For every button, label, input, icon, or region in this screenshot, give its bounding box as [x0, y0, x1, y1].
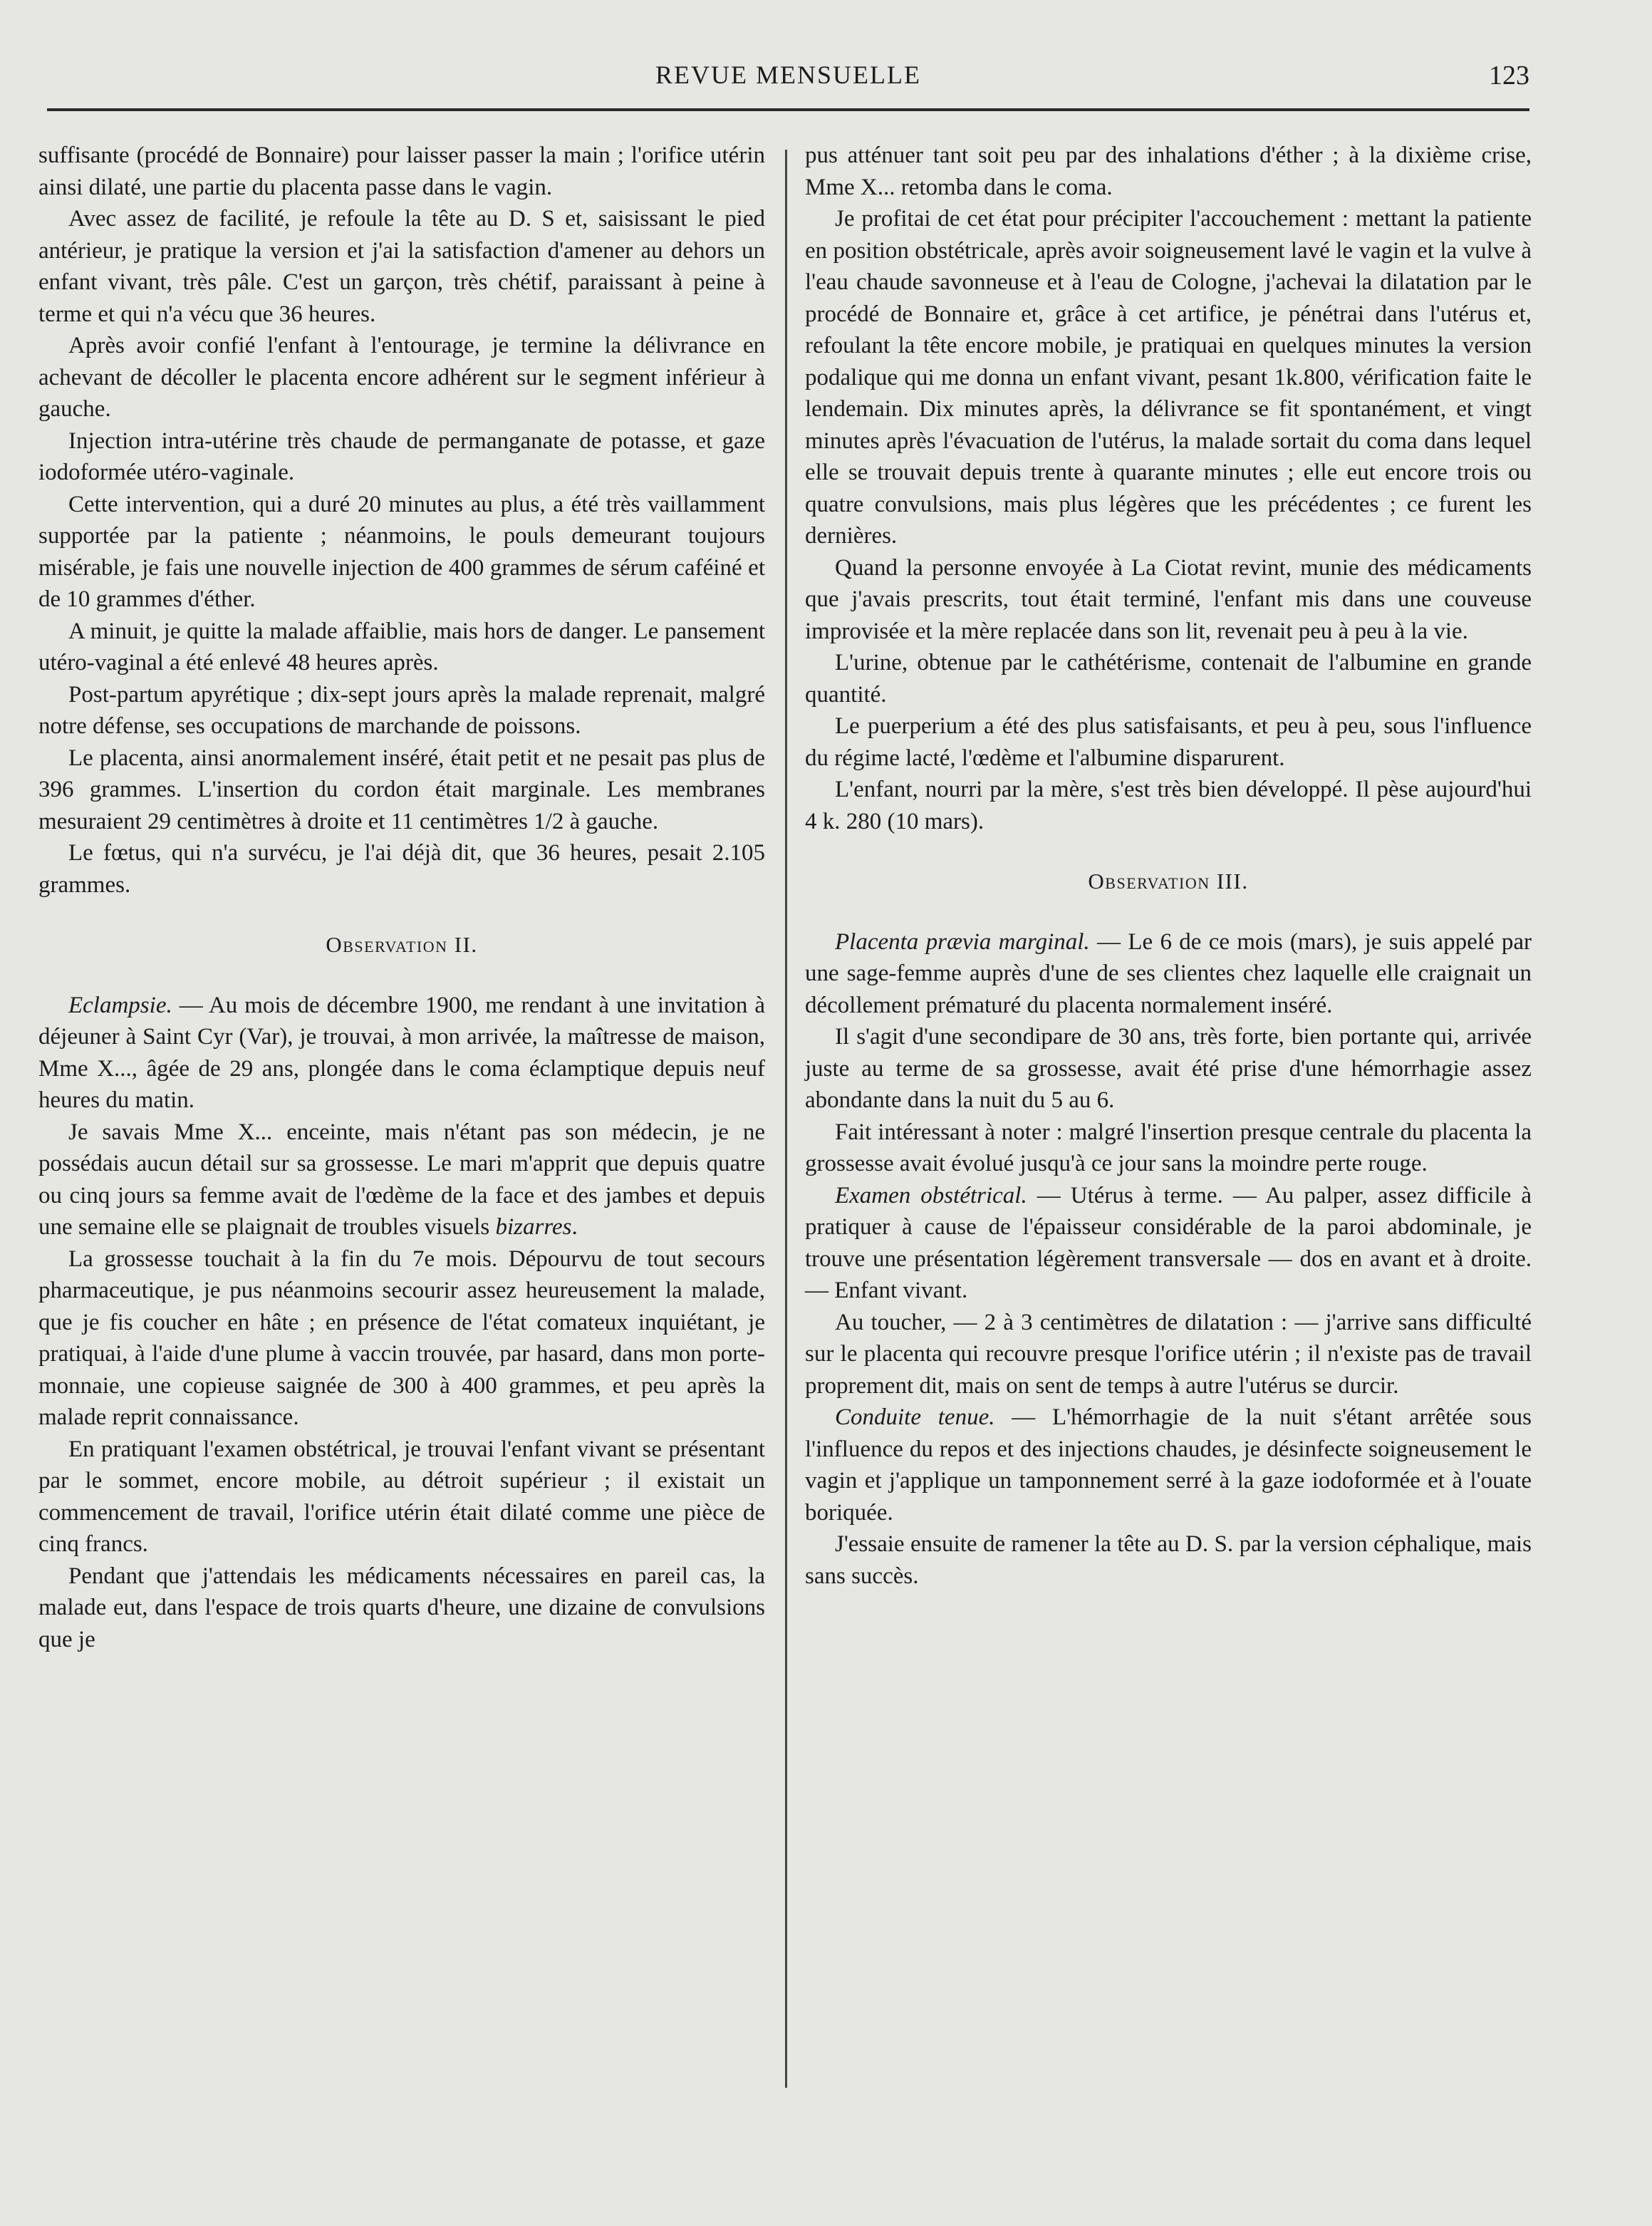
- paragraph: Il s'agit d'une secondipare de 30 ans, très forte, bien portante qui, arrivée juste au terme de sa grossesse, avait été prise d'une hémorrhagie assez abondante dans la nuit du 5 au 6.: [805, 1024, 1532, 1113]
- paragraph: [805, 926, 1532, 1022]
- page-number: 123: [1489, 61, 1529, 90]
- paragraph-text: — Le 6 de ce mois (mars), je suis appelé par une sage-femme auprès d'une de ses clientes chez laquelle elle craignait un décollement prématuré du placenta normalement inséré.: [805, 928, 1532, 1018]
- paragraph: Pendant que j'attendais les médicaments nécessaires en pareil cas, la malade eut, dans l'espace de trois quarts d'heure, une dizaine de convulsions que je: [38, 1563, 765, 1652]
- paragraph: Avec assez de facilité, je refoule la tête au D. S et, saisissant le pied antérieur, je pratique la version et j'ai la satisfaction d'amener au dehors un enfant vivant, très pâle. C'est un garçon, très chétif, paraissant à peine à terme et qui n'a vécu que 36 heures.: [38, 206, 765, 327]
- paragraph: Je profitai de cet état pour précipiter l'accouchement : mettant la patiente en position obstétricale, après avoir soigneusement lavé le vagin et la vulve à l'eau chaude savonneuse et à l'eau de Cologne, j'achevai la dilatation par le procédé de Bonnaire et, grâce à cet artifice, je pénétrai dans l'utérus et, refoulant la tête encore mobile, je pratiquai en quelques minutes la version podalique qui me donna un enfant vivant, pesant 1k.800, vérification faite le lendemain. Dix minutes après, la délivrance se fit spontanément, et vingt minutes après l'évacuation de l'utérus, la malade sortait du coma dans lequel elle se trouvait depuis trente à quarante minutes ; elle eut encore trois ou quatre convulsions, mais plus légères que les précédentes ; ce furent les dernières.: [805, 206, 1532, 549]
- section-heading: Observation II.: [326, 932, 478, 957]
- paragraph-lead: Eclampsie.: [68, 992, 172, 1018]
- paragraph: Quand la personne envoyée à La Ciotat revint, munie des médicaments que j'avais prescrits, tout était terminé, l'enfant mis dans une couveuse improvisée et la mère replacée dans son lit, revenait peu à peu à la vie.: [805, 554, 1532, 644]
- paragraph: A minuit, je quitte la malade affaiblie, mais hors de danger. Le pansement utéro-vaginal a été enlevé 48 heures après.: [38, 618, 765, 675]
- paragraph: En pratiquant l'examen obstétrical, je trouvai l'enfant vivant se présentant par le sommet, encore mobile, au détroit supérieur ; il existait un commencement de travail, l'orifice utérin était dilaté comme une pièce de cinq francs.: [38, 1436, 765, 1557]
- paragraph: J'essaie ensuite de ramener la tête au D. S. par la version céphalique, mais sans succès.: [805, 1531, 1532, 1589]
- paragraph: pus atténuer tant soit peu par des inhalations d'éther ; à la dixième crise, Mme X... retomba dans le coma.: [805, 143, 1532, 200]
- paragraph: [805, 1402, 1532, 1528]
- paragraph: L'enfant, nourri par la mère, s'est très bien développé. Il pèse aujourd'hui 4 k. 280 (10 mars).: [805, 777, 1532, 834]
- right-column: [805, 140, 1532, 1592]
- paragraph: Fait intéressant à noter : malgré l'insertion presque centrale du placenta la grossesse avait évolué jusqu'à ce jour sans la moindre perte rouge.: [805, 1119, 1532, 1176]
- paragraph: Après avoir confié l'enfant à l'entourage, je termine la délivrance en achevant de décoller le placenta encore adhérent sur le segment inférieur à gauche.: [38, 333, 765, 422]
- page-header: [47, 56, 1529, 98]
- paragraph: Cette intervention, qui a duré 20 minutes au plus, a été très vaillamment supportée par la patiente ; néanmoins, le pouls demeurant toujours misérable, je fais une nouvelle injection de 400 grammes de sérum caféiné et de 10 grammes d'éther.: [38, 491, 765, 612]
- paragraph-text: — Au mois de décembre 1900, me rendant à une invitation à déjeuner à Saint Cyr (Var), je trouvai, à mon arrivée, la maîtresse de maison, Mme X..., âgée de 29 ans, plongée dans le coma éclamptique depuis neuf heures du matin.: [38, 992, 765, 1113]
- running-title: REVUE MENSUELLE: [655, 61, 921, 89]
- paragraph-text: — L'hémorrhagie de la nuit s'étant arrêtée sous l'influence du repos et des injections chaudes, je désinfecte soigneusement le vagin et j'applique un tamponnement serré à la gaze iodoformée et à l'ouate boriquée.: [805, 1404, 1532, 1526]
- paragraph: Au toucher, — 2 à 3 centimètres de dilatation : — j'arrive sans difficulté sur le placenta qui recouvre presque l'orifice utérin ; il n'existe pas de travail proprement dit, mais on sent de temps à autre l'utérus se durcir.: [805, 1309, 1532, 1399]
- paragraph: Injection intra-utérine très chaude de permanganate de potasse, et gaze iodoformée utéro-vaginale.: [38, 428, 765, 485]
- paragraph-text: — Utérus à terme. — Au palper, assez difficile à pratiquer à cause de l'épaisseur considérable de la paroi abdominale, je trouve une présentation légèrement transversale — dos en avant et à droite. — Enfant vivant.: [805, 1182, 1532, 1303]
- paragraph-lead: Placenta prævia marginal.: [835, 928, 1090, 955]
- column-divider: [785, 150, 787, 2088]
- paragraph-lead: Conduite tenue.: [835, 1404, 995, 1430]
- paragraph-lead: Examen obstétrical.: [835, 1182, 1027, 1208]
- emphasis: bizarres: [495, 1214, 572, 1240]
- paragraph: [38, 990, 765, 1117]
- paragraph: Le fœtus, qui n'a survécu, je l'ai déjà dit, que 36 heures, pesait 2.105 grammes.: [38, 840, 765, 898]
- paragraph: [38, 1117, 765, 1243]
- left-column: [38, 140, 765, 1655]
- paragraph: Le placenta, ainsi anormalement inséré, était petit et ne pesait pas plus de 396 grammes. L'insertion du cordon était marginale. Les membranes mesuraient 29 centimètres à droite et 11 centimètres 1/2 à gauche.: [38, 745, 765, 834]
- paragraph: Post-partum apyrétique ; dix-sept jours après la malade reprenait, malgré notre défense, ses occupations de marchande de poissons.: [38, 681, 765, 739]
- paragraph: suffisante (procédé de Bonnaire) pour laisser passer la main ; l'orifice utérin ainsi dilaté, une partie du placenta passe dans le vagin.: [38, 143, 765, 200]
- paragraph: [805, 1180, 1532, 1307]
- paragraph: L'urine, obtenue par le cathétérisme, contenait de l'albumine en grande quantité.: [805, 650, 1532, 708]
- section-heading: Observation III.: [1088, 869, 1249, 894]
- paragraph-text: .: [571, 1214, 578, 1240]
- paragraph: La grossesse touchait à la fin du 7e mois. Dépourvu de tout secours pharmaceutique, je pus néanmoins secourir assez heureusement la malade, que je fis coucher en hâte ; en présence de l'état comateux inquiétant, je pratiquai, à l'aide d'une plume à vaccin trouvée, par hasard, dans mon porte-monnaie, une copieuse saignée de 300 à 400 grammes, et peu après la malade reprit connaissance.: [38, 1246, 765, 1430]
- paragraph: Le puerperium a été des plus satisfaisants, et peu à peu, sous l'influence du régime lacté, l'œdème et l'albumine disparurent.: [805, 713, 1532, 771]
- paragraph-text: Je savais Mme X... enceinte, mais n'étant pas son médecin, je ne possédais aucun détail sur sa grossesse. Le mari m'apprit que depuis quatre ou cinq jours sa femme avait de l'œdème de la face et des jambes et depuis une semaine elle se plaignait de troubles visuels: [38, 1119, 765, 1240]
- header-rule: [47, 108, 1529, 111]
